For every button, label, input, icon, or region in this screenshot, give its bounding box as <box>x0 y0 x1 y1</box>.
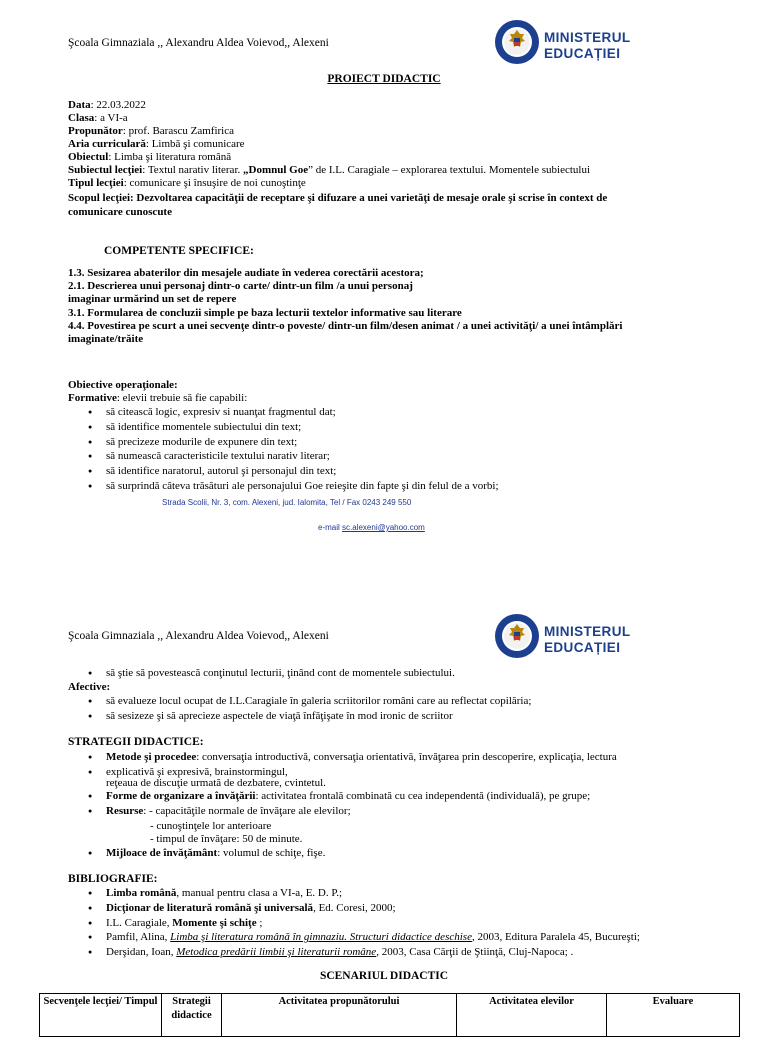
strategies-heading: STRATEGII DIDACTICE: <box>68 736 204 748</box>
list-item: ● să ştie să povestească conţinutul lecturii, ţinând cont de momentele subiectului. <box>86 666 455 681</box>
list-item: ● Limba română, manual pentru clasa a VI-a, E. D. P.; <box>86 886 640 901</box>
list-item: ● să citească logic, expresiv si nuanţat fragmentul dat; <box>86 405 499 420</box>
document-title: PROIECT DIDACTIC <box>327 73 441 85</box>
list-item: ● să evalueze locul ocupat de I.L.Caragiale în galeria scriitorilor români care au reflectat copilăria; <box>86 694 531 709</box>
email-link[interactable]: sc.alexeni@yahoo.com <box>342 523 425 532</box>
affective-heading: Afective: <box>68 681 111 693</box>
ministry-logo <box>494 19 654 75</box>
meta-class <box>68 111 128 125</box>
column-header: Evaluare <box>607 994 740 1037</box>
column-header: Secvenţele lecţiei/ Timpul <box>40 994 162 1037</box>
list-item: ● să numească caracteristicile textului narativ literar; <box>86 449 499 464</box>
methods-line-3: reţeaua de discuţie urmată de dezbatere, cvintetul. <box>106 777 326 789</box>
ministry-logo <box>494 613 654 669</box>
scenario-table <box>39 993 740 1037</box>
column-header: Strategii didactice <box>162 994 222 1037</box>
list-item: ● să identifice naratorul, autorul şi personajul din text; <box>86 464 499 479</box>
list-item: ● Dicţionar de literatură română şi universală, Ed. Coresi, 2000; <box>86 901 640 916</box>
lesson-type: Tipul lecţiei: comunicare şi însuşire de noi cunoştinţe <box>68 177 306 189</box>
list-item: ● I.L. Caragiale, Momente şi schiţe ; <box>86 916 640 931</box>
lesson-type-label: Tipul lecţiei <box>68 177 124 189</box>
competence-line: imaginate/trăite <box>68 333 144 345</box>
formative-label: Formative <box>68 392 117 404</box>
list-item: ● să precizeze modurile de expunere din text; <box>86 435 499 450</box>
meta-area <box>68 137 245 151</box>
footer-address: Strada Scolii, Nr. 3, com. Alexeni, jud. Ialomita, Tel / Fax 0243 249 550 <box>162 498 412 507</box>
school-name: Şcoala Gimnaziala ,, Alexandru Aldea Voievod,, Alexeni <box>68 630 329 642</box>
list-item: ● explicativă şi expresivă, brainstormingul, <box>86 765 617 780</box>
strategies-list-2 <box>86 789 590 819</box>
meta-label: Data <box>68 99 91 111</box>
meta-value: : Limbă şi comunicare <box>145 138 245 150</box>
list-item: ● Forme de organizare a învăţării: activitatea frontală combinată cu cea independentă (individuală), pe grupe; <box>86 789 590 804</box>
government-seal-icon <box>494 613 540 659</box>
lesson-subject: Subiectul lecţiei: Textul narativ literar. „Domnul Goe” de I.L. Caragiale – explorarea textului. Momentele subiectului <box>68 164 591 176</box>
competence-line: 2.1. Descrierea unui personaj dintr-o carte/ dintr-un film /a unui personaj <box>68 280 413 292</box>
objectives-heading: Obiective operaţionale: <box>68 379 178 391</box>
meta-label: Clasa <box>68 112 95 124</box>
formative-objectives-list <box>86 405 499 494</box>
meta-teacher <box>68 124 234 138</box>
strategies-list-3 <box>86 846 325 861</box>
competence-line: 1.3. Sesizarea abaterilor din mesajele audiate în vederea corectării acestora; <box>68 267 424 279</box>
resources-line-3: - timpul de învăţare: 50 de minute. <box>150 833 303 845</box>
list-item: ● Metode şi procedee: conversaţia introductivă, conversaţia orientativă, învăţarea prin descoperire, explicaţia, lectura <box>86 750 617 765</box>
meta-value: : a VI-a <box>94 112 128 124</box>
list-item: ● Derşidan, Ioan, Metodica predării limbii şi literaturii române, 2003, Casa Cărţii de Ştiinţă, Cluj-Napoca; . <box>86 945 640 960</box>
competences-heading: COMPETENTE SPECIFICE: <box>104 245 254 257</box>
meta-label: Propunător <box>68 125 123 137</box>
list-item: ● să sesizeze şi să aprecieze aspectele de viaţă înfăţişate în mod ironic de scriitor <box>86 709 531 724</box>
lesson-scope-line-1: Scopul lecţiei: Dezvoltarea capacităţii de receptare şi difuzare a unei varietăţi de mesaje orale şi scrise în context de <box>68 192 608 204</box>
competence-line: 3.1. Formularea de concluzii simple pe baza lecturii textelor informative sau literare <box>68 307 462 319</box>
resources-line-2: - cunoştinţele lor anterioare <box>150 820 272 832</box>
list-item: ● să surprindă câteva trăsături ale personajului Goe reieşite din fapte şi din felul de a vorbi; <box>86 479 499 494</box>
meta-value: : Limba şi literatura română <box>108 151 232 163</box>
government-seal-icon <box>494 19 540 65</box>
affective-objectives-list <box>86 694 531 724</box>
logo-line-2: EDUCAȚIEI <box>544 46 621 61</box>
list-item: ● Pamfil, Alina, Limba şi literatura română în gimnaziu. Structuri didactice deschise, 2003, Editura Paralela 45, Bucureşti; <box>86 930 640 945</box>
meta-subject-area <box>68 150 231 164</box>
meta-label: Aria curriculară <box>68 138 146 150</box>
column-header: Activitatea elevilor <box>457 994 607 1037</box>
list-item: ● Resurse: - capacităţile normale de învăţare ale elevilor; <box>86 804 590 819</box>
school-name: Şcoala Gimnaziala ,, Alexandru Aldea Voievod,, Alexeni <box>68 37 329 49</box>
meta-value: : prof. Barascu Zamfirica <box>122 125 234 137</box>
competence-line: 4.4. Povestirea pe scurt a unei secvenţe dintr-o poveste/ dintr-un film/desen animat / a unei activităţi/ a unei întâmplări <box>68 320 623 332</box>
logo-line-1: MINISTERUL <box>544 30 631 45</box>
table-header-row <box>40 994 740 1037</box>
list-item: ● să identifice momentele subiectului din text; <box>86 420 499 435</box>
formative-intro: Formative: elevii trebuie să fie capabili: <box>68 392 248 404</box>
bibliography-heading: BIBLIOGRAFIE: <box>68 873 158 885</box>
meta-date <box>68 98 146 112</box>
meta-value: : 22.03.2022 <box>90 99 146 111</box>
column-header: Activitatea propunătorului <box>222 994 457 1037</box>
scenario-heading: SCENARIUL DIDACTIC <box>319 970 449 982</box>
subject-label: Subiectul lecţiei <box>68 164 143 176</box>
list-item: ● Mijloace de învăţământ: volumul de schiţe, fişe. <box>86 846 325 861</box>
meta-label: Obiectul <box>68 151 109 163</box>
footer-email: e-mail sc.alexeni@yahoo.com <box>318 523 425 532</box>
logo-line-2: EDUCAȚIEI <box>544 640 621 655</box>
logo-line-1: MINISTERUL <box>544 624 631 639</box>
lesson-scope-line-2: comunicare cunoscute <box>68 206 172 218</box>
bibliography-list <box>86 886 640 960</box>
formative-objectives-continued <box>86 666 455 681</box>
competence-line: imaginar urmărind un set de repere <box>68 293 237 305</box>
